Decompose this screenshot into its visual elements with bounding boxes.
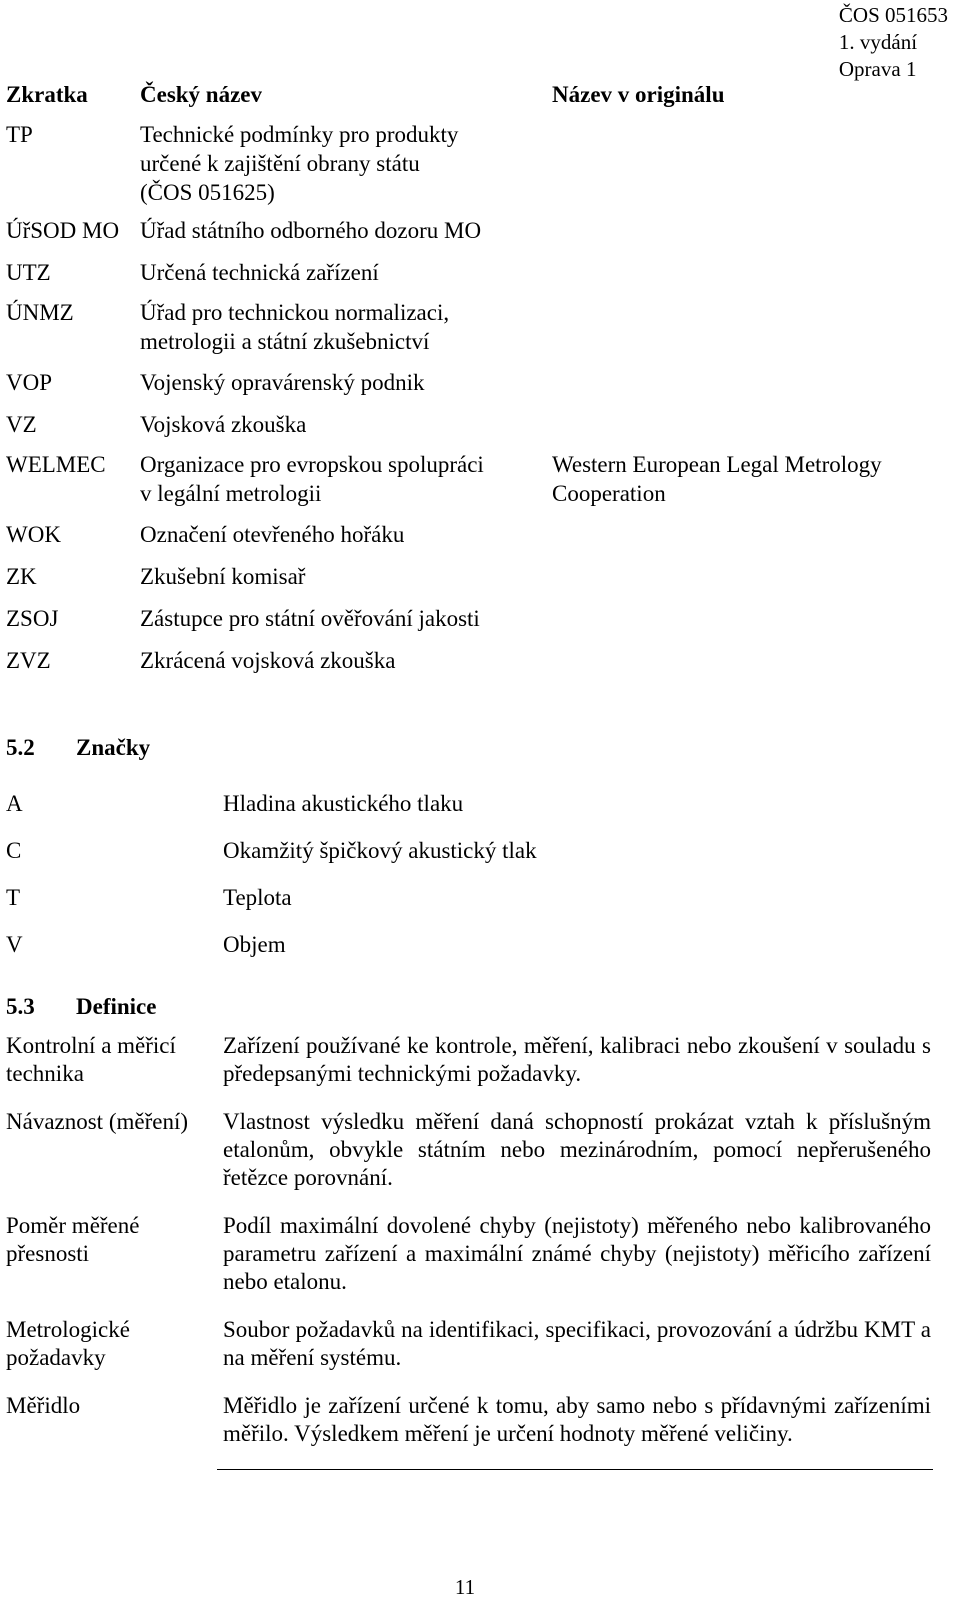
horizontal-divider — [217, 1469, 933, 1470]
definition-desc: Vlastnost výsledku měření daná schopností prokázat vztah k příslušným etalonům, obvykle státním nebo mezinárodním, pomocí nepřerušeného řetězce porovnání. — [223, 1109, 931, 1190]
abbr-cell: ZVZ — [6, 648, 51, 673]
abbr-cell: ZSOJ — [6, 606, 59, 631]
abbr-cell: ÚřSOD MO — [6, 218, 120, 243]
czech-cell: Určená technická zařízení — [140, 260, 379, 285]
abbr-cell: TP — [6, 122, 33, 147]
definition-term: Měřidlo — [6, 1393, 81, 1418]
definition-term: Poměr měřené přesnosti — [6, 1213, 140, 1266]
czech-cell: Úřad státního odborného dozoru MO — [140, 218, 482, 243]
czech-cell: Označení otevřeného hořáku — [140, 522, 405, 547]
czech-line: určené k zajištění obrany státu — [140, 151, 420, 176]
symbol-meaning: Objem — [223, 932, 286, 957]
section-title: Definice — [76, 994, 157, 1019]
abbr-cell: VOP — [6, 370, 53, 395]
symbol-meaning: Hladina akustického tlaku — [223, 791, 464, 816]
czech-line: Úřad pro technickou normalizaci, — [140, 300, 450, 325]
czech-cell — [140, 298, 449, 356]
czech-cell: Zástupce pro státní ověřování jakosti — [140, 606, 480, 631]
original-line: Cooperation — [552, 481, 666, 506]
czech-line: v legální metrologii — [140, 481, 322, 506]
definition-desc: Podíl maximální dovolené chyby (nejistoty) měřeného nebo kalibrovaného parametru zařízení a maximální známé chyby (nejistoty) měřicího zařízení nebo etalonu. — [223, 1213, 931, 1294]
definition-term: Kontrolní a měřicí technika — [6, 1033, 176, 1086]
czech-cell: Vojenský opravárenský podnik — [140, 370, 425, 395]
czech-cell — [140, 450, 484, 508]
page-number: 11 — [454, 1575, 476, 1599]
czech-cell — [140, 120, 458, 207]
abbr-cell: ÚNMZ — [6, 300, 74, 325]
definition-term: Návaznost (měření) — [6, 1109, 189, 1134]
col-header-original: Název v originálu — [552, 82, 725, 107]
col-header-abbr: Zkratka — [6, 82, 88, 107]
section-number: 5.3 — [6, 994, 35, 1019]
edition: 1. vydání — [838, 30, 918, 54]
czech-line: metrologii a státní zkušebnictví — [140, 329, 430, 354]
col-header-czech: Český název — [140, 82, 263, 107]
symbol-meaning: Okamžitý špičkový akustický tlak — [223, 838, 537, 863]
abbr-cell: ZK — [6, 564, 37, 589]
abbr-cell: WOK — [6, 522, 61, 547]
symbol: T — [6, 885, 21, 910]
symbol: A — [6, 791, 23, 816]
original-cell — [552, 450, 882, 508]
czech-cell: Vojsková zkouška — [140, 412, 307, 437]
definition-desc: Zařízení používané ke kontrole, měření, kalibraci nebo zkoušení v souladu s předepsanými technickými požadavky. — [223, 1033, 931, 1086]
symbol-meaning: Teplota — [223, 885, 292, 910]
definition-desc: Soubor požadavků na identifikaci, specifikaci, provozování a údržbu KMT a na měření systému. — [223, 1317, 931, 1370]
czech-cell: Zkrácená vojsková zkouška — [140, 648, 396, 673]
section-heading-definitions — [6, 994, 156, 1020]
definition-term: Metrologické požadavky — [6, 1317, 130, 1370]
abbr-cell: WELMEC — [6, 452, 106, 477]
document-header — [839, 2, 948, 83]
czech-line: Technické podmínky pro produkty — [140, 122, 459, 147]
definition-desc: Měřidlo je zařízení určené k tomu, aby samo nebo s přídavnými zařízeními měřilo. Výsledkem měření je určení hodnoty měřené veličiny. — [223, 1393, 931, 1446]
section-title: Značky — [76, 735, 151, 760]
czech-line: (ČOS 051625) — [140, 180, 275, 205]
abbr-cell: UTZ — [6, 260, 51, 285]
original-line: Western European Legal Metrology — [552, 452, 882, 477]
czech-line: Organizace pro evropskou spolupráci — [140, 452, 484, 477]
symbol: C — [6, 838, 22, 863]
section-number: 5.2 — [6, 735, 35, 760]
czech-cell: Zkušební komisař — [140, 564, 306, 589]
section-heading-symbols — [6, 735, 150, 761]
amendment: Oprava 1 — [838, 57, 917, 81]
doc-id: ČOS 051653 — [838, 3, 948, 27]
abbr-cell: VZ — [6, 412, 37, 437]
symbol: V — [6, 932, 23, 957]
